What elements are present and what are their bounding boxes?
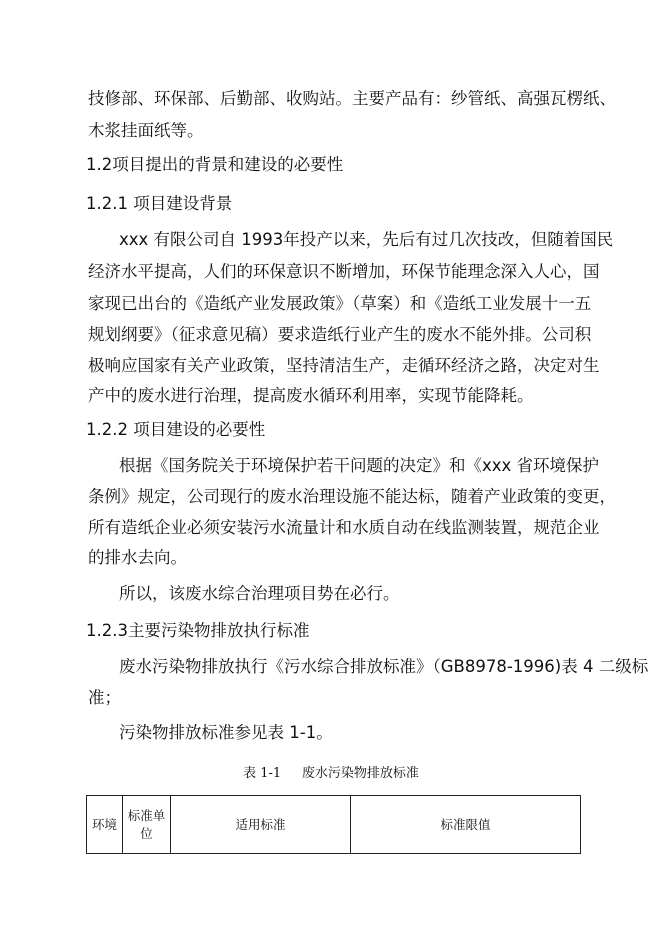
header-standard-unit-line1: 标准单	[127, 807, 166, 823]
paragraph-line: 技修部、环保部、后勤部、收购站。主要产品有：纱管纸、高强瓦楞纸、	[88, 89, 616, 108]
paragraph-line: 木浆挂面纸等。	[88, 121, 204, 140]
paragraph-line: 条例》规定，公司现行的废水治理设施不能达标，随着产业政策的变更，	[88, 487, 616, 506]
header-environment: 环境	[87, 796, 123, 854]
paragraph-line: 废水污染物排放执行《污水综合排放标准》（GB8978-1996)表 4 二级标	[119, 657, 649, 676]
section-heading-1-2: 1.2项目提出的背景和建设的必要性	[86, 155, 344, 174]
paragraph-line: 经济水平提高，人们的环保意识不断增加，环保节能理念深入人心，国	[88, 262, 600, 281]
paragraph-line: 的排水去向。	[88, 548, 187, 567]
paragraph-line: 所以，该废水综合治理项目势在必行。	[119, 584, 400, 603]
paragraph-line: 污染物排放标准参见表 1-1。	[119, 723, 333, 742]
table-header-row	[87, 796, 581, 854]
header-standard-limit: 标准限值	[351, 796, 581, 854]
table-caption	[0, 762, 662, 781]
paragraph-line: 根据《国务院关于环境保护若干问题的决定》和《xxx 省环境保护	[119, 456, 600, 475]
header-standard-unit	[123, 796, 171, 854]
table-caption-number: 表 1-1	[243, 766, 282, 781]
section-heading-1-2-1: 1.2.1 项目建设背景	[86, 194, 233, 213]
paragraph-line: 准；	[88, 688, 121, 707]
paragraph-line: 产中的废水进行治理，提高废水循环利用率，实现节能降耗。	[88, 386, 534, 405]
paragraph-line: 所有造纸企业必须安装污水流量计和水质自动在线监测装置，规范企业	[88, 518, 600, 537]
section-heading-1-2-2: 1.2.2 项目建设的必要性	[86, 420, 266, 439]
paragraph-line: 极响应国家有关产业政策，坚持清洁生产，走循环经济之路，决定对生	[88, 356, 600, 375]
paragraph-line: 家现已出台的《造纸产业发展政策》（草案）和《造纸工业发展十一五	[88, 294, 592, 313]
paragraph-line: xxx 有限公司自 1993年投产以来，先后有过几次技改，但随着国民	[119, 230, 614, 249]
header-standard-unit-line2: 位	[140, 825, 153, 841]
header-applicable-standard: 适用标准	[171, 796, 351, 854]
emission-standard-table	[86, 795, 581, 854]
table-caption-title: 废水污染物排放标准	[301, 766, 419, 781]
paragraph-line: 规划纲要》（征求意见稿）要求造纸行业产生的废水不能外排。公司积	[88, 325, 592, 344]
section-heading-1-2-3: 1.2.3主要污染物排放执行标准	[86, 621, 310, 640]
